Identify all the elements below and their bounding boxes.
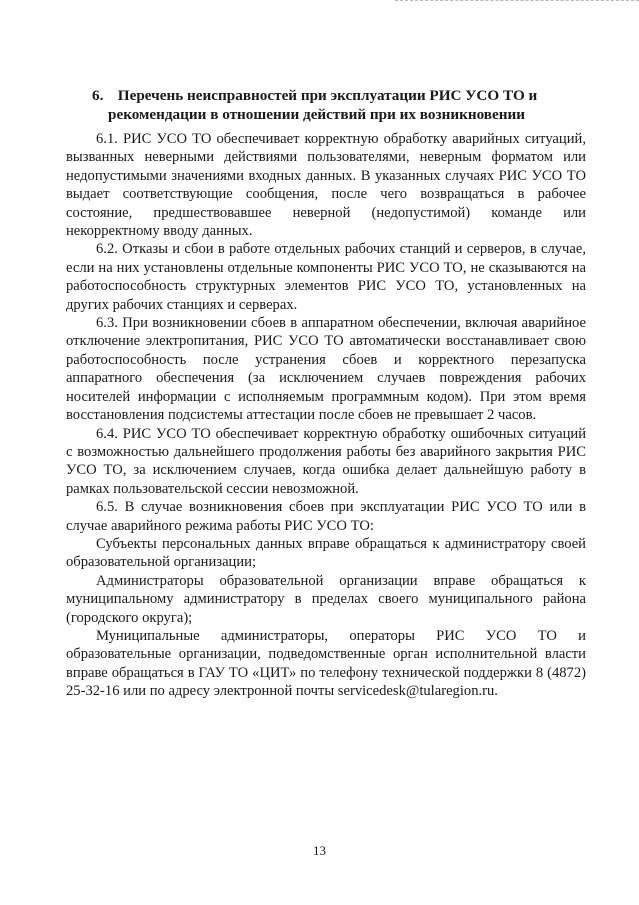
paragraph-6-4: 6.4. РИС УСО ТО обеспечивает корректную обработку ошибочных ситуаций с возможностью дальнейшего продолжения работы без аварийного закрытия РИС УСО ТО, за исключением случаев, когда ошибка делает дальнейшую работу в рамках пользовательской сессии невозможной.	[66, 425, 586, 497]
section-title-line1: Перечень неисправностей при эксплуатации РИС УСО ТО и	[117, 87, 538, 104]
paragraph-6-1: 6.1. РИС УСО ТО обеспечивает корректную обработку аварийных ситуаций, вызванных неверными действиями пользователями, неверным форматом или недопустимыми значениями входных данных. В указанных случаях РИС УСО ТО выдает соответствующие сообщения, после чего возвращаться в рабочее состояние, предшествовавшее неверной (недопустимой) команде или некорректному вводу данных.	[66, 131, 586, 240]
paragraph-6-5: 6.5. В случае возникновения сбоев при эксплуатации РИС УСО ТО или в случае аварийного режима работы РИС УСО ТО:	[66, 499, 586, 534]
section-title-line2: рекомендации в отношении действий при их возникновении	[108, 106, 525, 123]
section-heading	[92, 86, 562, 124]
section-body	[66, 130, 586, 701]
paragraph-org-administrators: Администраторы образовательной организации вправе обращаться к муниципальному администратору в пределах своего муниципального района (городского округа);	[66, 572, 586, 626]
paragraph-municipal-administrators: Муниципальные администраторы, операторы РИС УСО ТО и образовательные организации, подведомственные орган исполнительной власти вправе обращаться в ГАУ ТО «ЦИТ» по телефону технической поддержки 8 (4872) 25-32-16 или по адресу электронной почты servicedesk@tularegion.ru.	[66, 627, 586, 700]
top-edge-rule	[395, 0, 639, 1]
paragraph-6-3: 6.3. При возникновении сбоев в аппаратном обеспечении, включая аварийное отключение электропитания, РИС УСО ТО автоматически восстанавливает свою работоспособность после устранения сбоев и корректного перезапуска аппаратного обеспечения (за исключением случаев повреждения рабочих носителей информации с исполняемым программным кодом). При этом время восстановления подсистемы аттестации после сбоев не превышает 2 часов.	[66, 315, 586, 424]
section-heading-line1	[92, 86, 562, 105]
paragraph-data-subjects: Субъекты персональных данных вправе обращаться к администратору своей образовательной организации;	[66, 535, 586, 571]
section-number: 6.	[92, 87, 104, 104]
paragraph-6-2: 6.2. Отказы и сбои в работе отдельных рабочих станций и серверов, в случае, если на них установлены отдельные компоненты РИС УСО ТО, не сказываются на работоспособность структурных элементов РИС УСО ТО, установленных на других рабочих станциях и серверах.	[66, 241, 586, 313]
page-number: 13	[313, 843, 326, 858]
